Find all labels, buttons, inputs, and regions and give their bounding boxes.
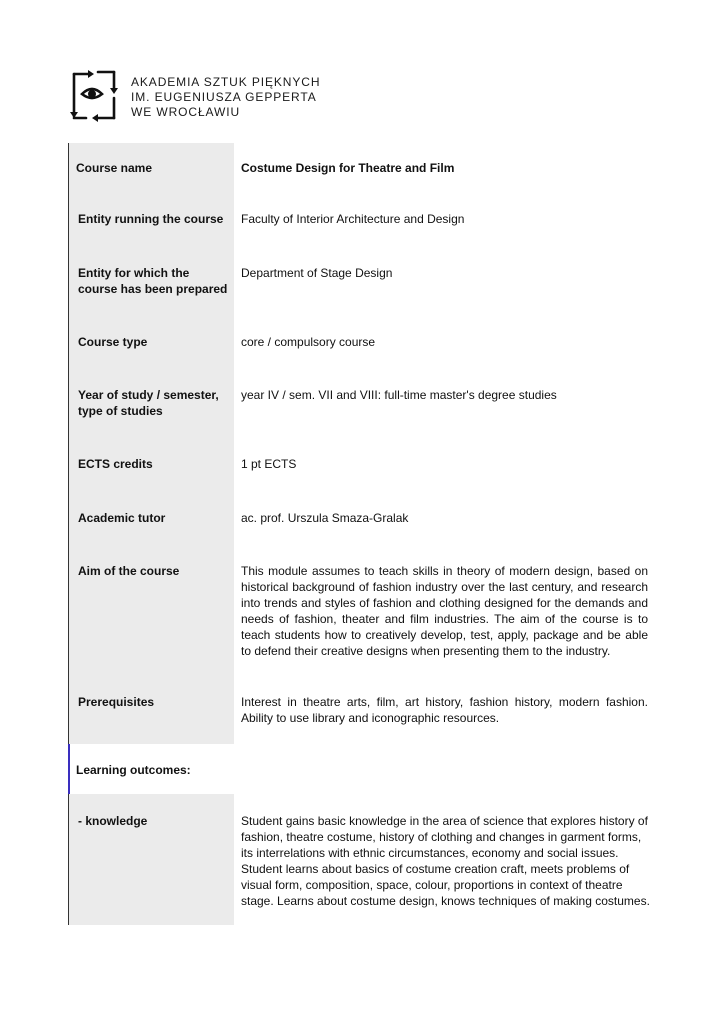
- ects-value: 1 pt ECTS: [241, 457, 297, 471]
- label-column-background: [69, 143, 234, 744]
- prerequisites-label: Prerequisites: [78, 695, 155, 709]
- course-type-value: core / compulsory course: [241, 335, 376, 349]
- course-name-value: Costume Design for Theatre and Film: [241, 161, 455, 175]
- knowledge-value: Student gains basic knowledge in the area of science that explores history of fashion, theatre costume, history of clothing and changes in garment forms, its interrelations with ethnic circumstances, economy and social issues. Student learns about basics of costume creation craft, meets problems of visual form, composition, space, colour, proportions in context of theatre stage. Learns about costume design, knows techniques of making costumes.: [241, 814, 650, 908]
- institution-name-line1: AKADEMIA SZTUK PIĘKNYCH: [131, 75, 321, 89]
- knowledge-label: - knowledge: [78, 814, 148, 828]
- academy-logo-eye-icon: [68, 68, 120, 124]
- learning-outcomes-heading: Learning outcomes:: [76, 763, 191, 777]
- prerequisites-value: Interest in theatre arts, film, art history, fashion history, modern fashion. Ability to use library and iconographic resources.: [241, 695, 648, 725]
- course-name-label: Course name: [76, 161, 153, 175]
- institution-name-line2: IM. EUGENIUSZA GEPPERTA: [131, 90, 317, 104]
- year-of-study-value: year IV / sem. VII and VIII: full-time master's degree studies: [241, 388, 557, 402]
- tutor-label: Academic tutor: [78, 511, 166, 525]
- entity-running-value: Faculty of Interior Architecture and Design: [241, 212, 465, 226]
- entity-running-label: Entity running the course: [78, 212, 224, 226]
- institution-name-line3: WE WROCŁAWIU: [131, 105, 241, 119]
- institution-name: [131, 75, 320, 120]
- aim-label: Aim of the course: [78, 564, 180, 578]
- tutor-value: ac. prof. Urszula Smaza-Gralak: [241, 511, 409, 525]
- aim-value: This module assumes to teach skills in theory of modern design, based on historical background of fashion industry over the last century, and research into trends and styles of fashion and clothing designed for the demands and needs of fashion, theater and film industries. The aim of the course is to teach students how to creatively develop, test, apply, package and be able to defend their creative designs when presenting them to the industry.: [241, 564, 648, 658]
- course-type-label: Course type: [78, 335, 148, 349]
- ects-label: ECTS credits: [78, 457, 153, 471]
- entity-prepared-value: Department of Stage Design: [241, 266, 393, 280]
- institution-header: [68, 68, 320, 124]
- year-of-study-label: Year of study / semester, type of studies: [78, 388, 219, 418]
- table-border-accent: [68, 744, 70, 794]
- entity-prepared-label: Entity for which the course has been prepared: [78, 266, 228, 296]
